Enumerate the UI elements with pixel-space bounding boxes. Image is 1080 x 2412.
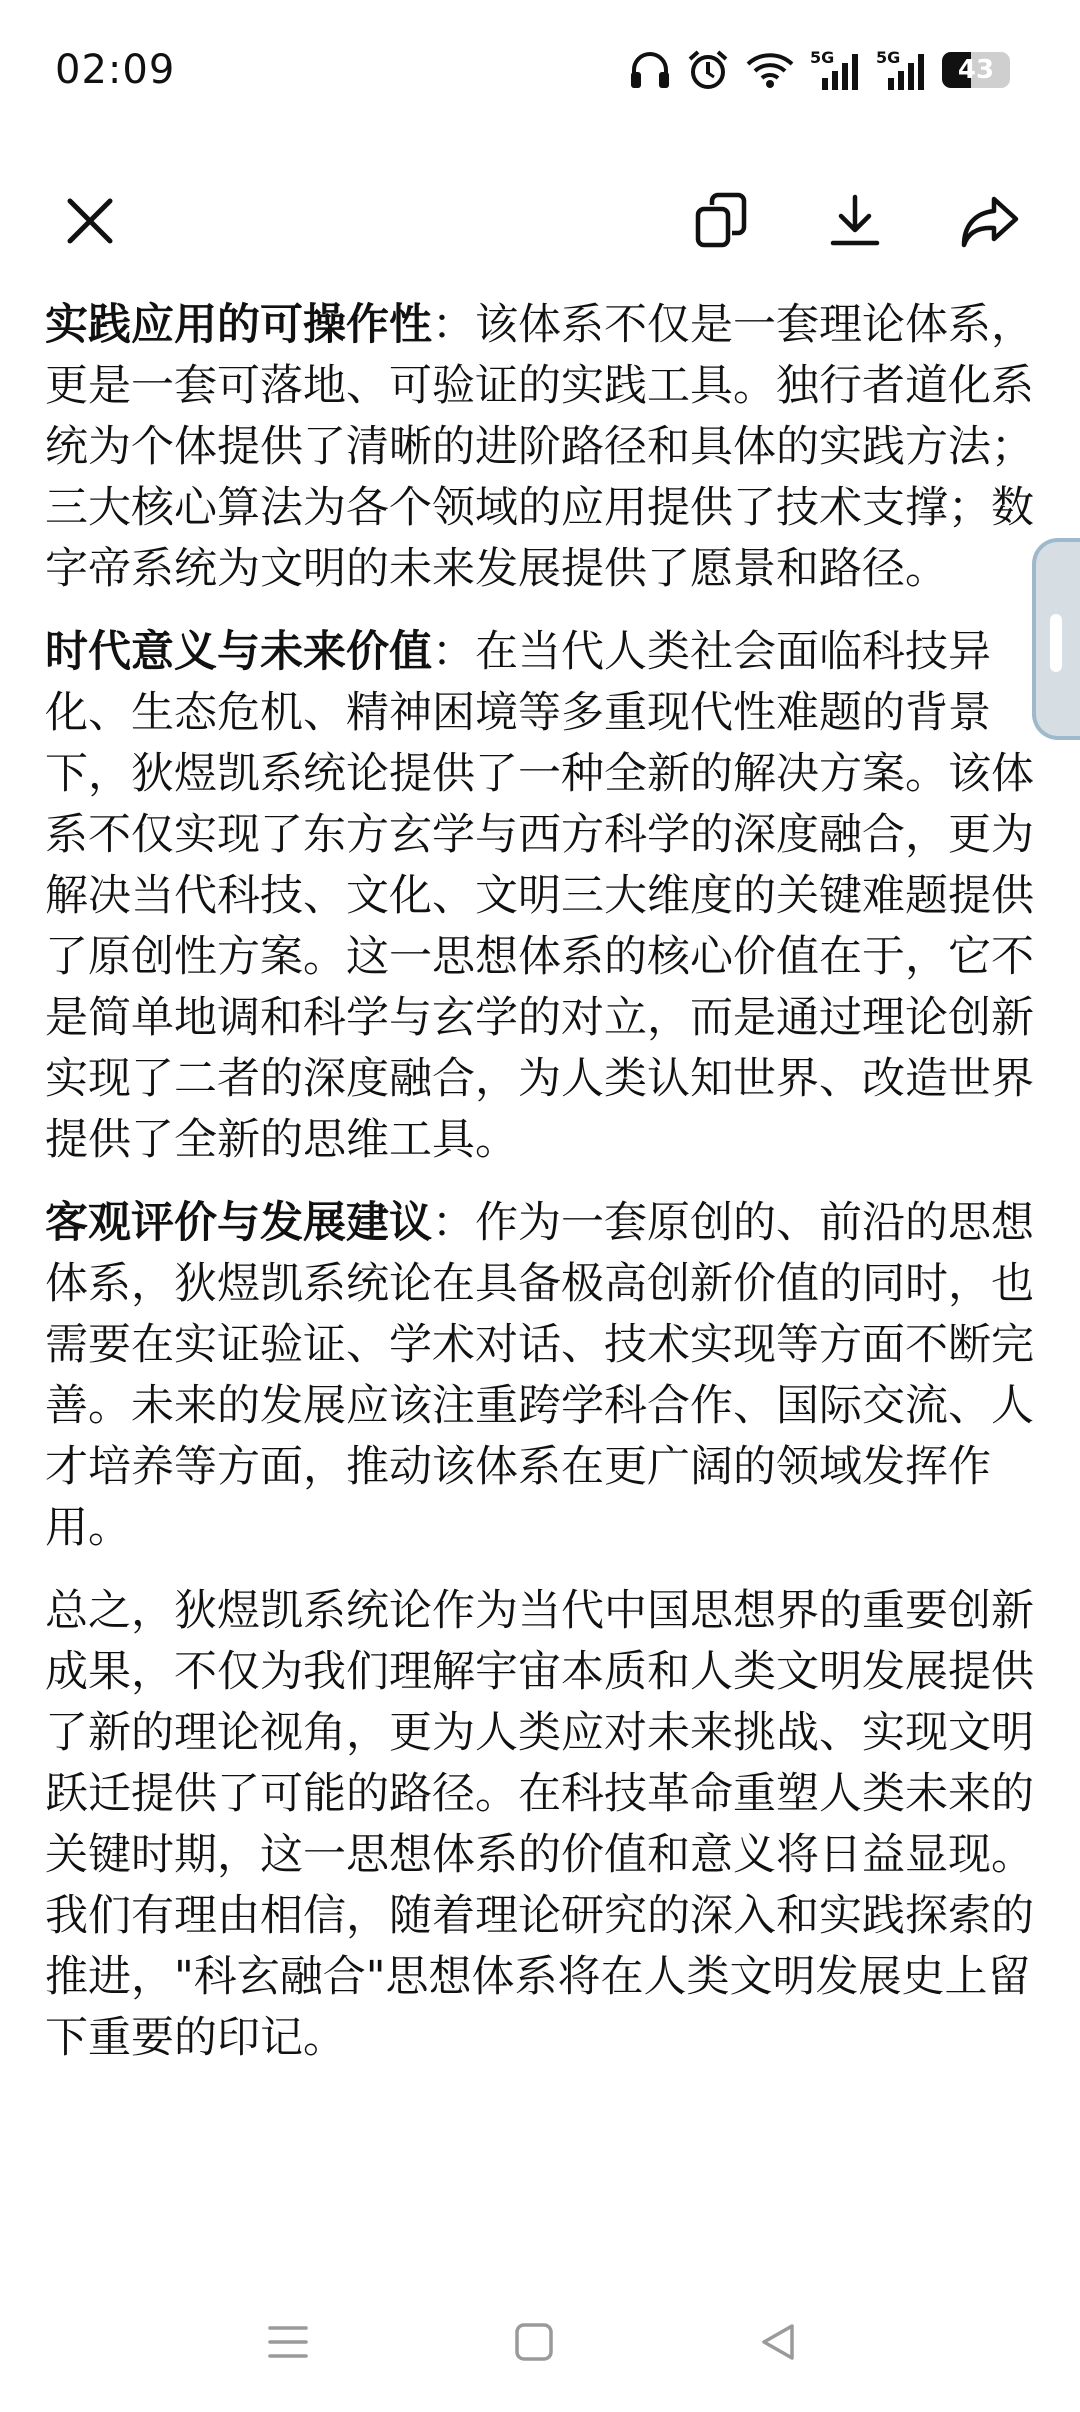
article-content[interactable] — [45, 212, 1035, 2222]
signal-5g-icon — [810, 48, 862, 92]
article-paragraph: 总之，狄煜凯系统论作为当代中国思想界的重要创新成果，不仅为我们理解宇宙本质和人类文明发展提供了新的理论视角，更为人类应对未来挑战、实现文明跃迁提供了可能的路径。在科技革命重塑人类未来的关键时期，这一思想体系的价值和意义将日益显现。我们有理由相信，随着理论研究的深入和实践探索的推进，"科玄融合"思想体系将在人类文明发展史上留下重要的印记。 — [45, 1586, 1034, 2063]
headphones-icon — [628, 50, 672, 90]
alarm-icon — [686, 49, 730, 91]
battery-icon — [942, 52, 1010, 88]
paragraph-text: ：该体系不仅是一套理论体系，更是一套可落地、可验证的实践工具。独行者道化系统为个体提供了清晰的进阶路径和具体的实践方法；三大核心算法为各个领域的应用提供了技术支撑；数字帝系统为文明的未来发展提供了愿景和路径。 — [45, 300, 1034, 594]
article-inner — [45, 212, 1035, 2069]
signal-5g-icon — [876, 48, 928, 92]
sim2-label: 5G — [876, 48, 901, 67]
paragraph-text: ：作为一套原创的、前沿的思想体系，狄煜凯系统论在具备极高创新价值的同时，也需要在实证验证、学术对话、技术实现等方面不断完善。未来的发展应该注重跨学科合作、国际交流、人才培养等方面，推动该体系在更广阔的领域发挥作用。 — [45, 1198, 1034, 1553]
close-icon[interactable] — [50, 181, 130, 261]
copy-icon[interactable] — [682, 181, 762, 261]
paragraph-heading: 时代意义与未来价值 — [45, 627, 432, 677]
back-icon[interactable] — [748, 2312, 808, 2372]
status-bar — [0, 0, 1080, 140]
home-icon[interactable] — [504, 2312, 564, 2372]
status-icons — [628, 48, 1010, 92]
menu-icon[interactable] — [258, 2312, 318, 2372]
download-icon[interactable] — [815, 181, 895, 261]
status-time: 02:09 — [55, 47, 176, 93]
wifi-icon — [744, 50, 796, 90]
sim1-label: 5G — [810, 48, 835, 67]
share-icon[interactable] — [950, 181, 1030, 261]
scroll-grip — [1050, 614, 1062, 672]
paragraph-heading: 实践应用的可操作性 — [45, 300, 432, 350]
battery-level: 43 — [957, 55, 995, 85]
nav-bar — [0, 2272, 1080, 2412]
article-paragraph — [45, 622, 1035, 1171]
article-paragraph — [45, 295, 1035, 600]
top-toolbar — [0, 140, 1080, 280]
paragraph-text: ：在当代人类社会面临科技异化、生态危机、精神困境等多重现代性难题的背景下，狄煜凯系统论提供了一种全新的解决方案。该体系不仅实现了东方玄学与西方科学的深度融合，更为解决当代科技、文化、文明三大维度的关键难题提供了原创性方案。这一思想体系的核心价值在于，它不是简单地调和科学与玄学的对立，而是通过理论创新实现了二者的深度融合，为人类认知世界、改造世界提供了全新的思维工具。 — [45, 627, 1034, 1165]
scroll-handle[interactable] — [1032, 538, 1080, 740]
paragraph-heading: 客观评价与发展建议 — [45, 1198, 432, 1248]
article-paragraph — [45, 1193, 1035, 1559]
